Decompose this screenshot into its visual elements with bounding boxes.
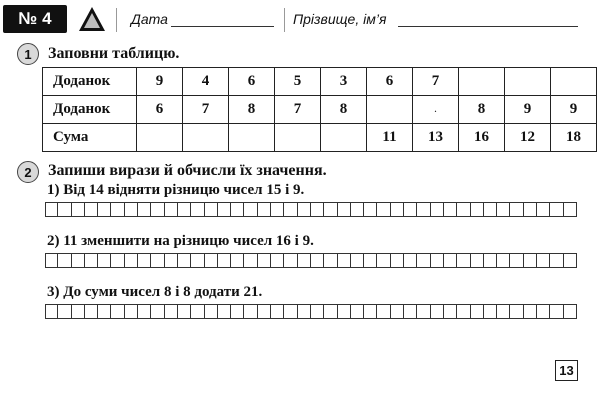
grid-cell[interactable] bbox=[564, 202, 577, 217]
grid-cell[interactable] bbox=[98, 304, 111, 319]
grid-cell[interactable] bbox=[45, 253, 58, 268]
grid-cell[interactable] bbox=[324, 304, 337, 319]
grid-cell[interactable] bbox=[444, 253, 457, 268]
grid-cell[interactable] bbox=[417, 202, 430, 217]
grid-cell[interactable] bbox=[524, 304, 537, 319]
grid-cell[interactable] bbox=[391, 253, 404, 268]
grid-cell[interactable] bbox=[58, 304, 71, 319]
grid-cell[interactable] bbox=[431, 202, 444, 217]
grid-cell[interactable] bbox=[524, 202, 537, 217]
grid-cell[interactable] bbox=[244, 253, 257, 268]
blank-cell[interactable] bbox=[459, 68, 505, 96]
row-label: Доданок bbox=[43, 68, 137, 96]
table-cell: 12 bbox=[505, 124, 551, 152]
grid-cell[interactable] bbox=[191, 202, 204, 217]
table-cell: 8 bbox=[321, 96, 367, 124]
table-cell: 9 bbox=[505, 96, 551, 124]
blank-cell[interactable] bbox=[551, 68, 597, 96]
task-1-title: Заповни таблицю. bbox=[48, 45, 180, 62]
grid-cell[interactable] bbox=[550, 202, 563, 217]
grid-cell[interactable] bbox=[484, 202, 497, 217]
grid-cell[interactable] bbox=[444, 304, 457, 319]
grid-cell[interactable] bbox=[258, 253, 271, 268]
grid-cell[interactable] bbox=[271, 202, 284, 217]
grid-cell[interactable] bbox=[218, 304, 231, 319]
grid-cell[interactable] bbox=[564, 253, 577, 268]
answer-grid-3[interactable] bbox=[45, 304, 577, 319]
grid-cell[interactable] bbox=[364, 304, 377, 319]
grid-cell[interactable] bbox=[311, 202, 324, 217]
grid-cell[interactable] bbox=[125, 304, 138, 319]
grid-cell[interactable] bbox=[98, 253, 111, 268]
grid-cell[interactable] bbox=[377, 253, 390, 268]
grid-cell[interactable] bbox=[191, 304, 204, 319]
row-label: Сума bbox=[43, 124, 137, 152]
grid-cell[interactable] bbox=[165, 253, 178, 268]
table-cell: 3 bbox=[321, 68, 367, 96]
grid-cell[interactable] bbox=[298, 304, 311, 319]
grid-cell[interactable] bbox=[404, 253, 417, 268]
grid-cell[interactable] bbox=[244, 304, 257, 319]
grid-cell[interactable] bbox=[205, 304, 218, 319]
grid-cell[interactable] bbox=[564, 304, 577, 319]
date-label: Дата bbox=[131, 11, 168, 27]
table-cell: 9 bbox=[137, 68, 183, 96]
task-2-item-3: 3) До суми чисел 8 і 8 додати 21. bbox=[47, 284, 263, 300]
grid-cell[interactable] bbox=[258, 304, 271, 319]
grid-cell[interactable] bbox=[351, 202, 364, 217]
grid-cell[interactable] bbox=[391, 202, 404, 217]
grid-cell[interactable] bbox=[497, 304, 510, 319]
blank-cell[interactable] bbox=[505, 68, 551, 96]
table-cell: 8 bbox=[459, 96, 505, 124]
table-cell: 18 bbox=[551, 124, 597, 152]
grid-cell[interactable] bbox=[218, 202, 231, 217]
grid-cell[interactable] bbox=[431, 304, 444, 319]
grid-cell[interactable] bbox=[457, 202, 470, 217]
grid-cell[interactable] bbox=[138, 202, 151, 217]
grid-cell[interactable] bbox=[271, 253, 284, 268]
grid-cell[interactable] bbox=[85, 202, 98, 217]
grid-cell[interactable] bbox=[231, 202, 244, 217]
grid-cell[interactable] bbox=[324, 253, 337, 268]
grid-cell[interactable] bbox=[351, 253, 364, 268]
grid-cell[interactable] bbox=[178, 253, 191, 268]
grid-cell[interactable] bbox=[377, 202, 390, 217]
grid-cell[interactable] bbox=[550, 304, 563, 319]
grid-cell[interactable] bbox=[311, 253, 324, 268]
grid-cell[interactable] bbox=[404, 304, 417, 319]
header-divider bbox=[116, 8, 117, 32]
grid-cell[interactable] bbox=[72, 253, 85, 268]
blank-cell[interactable] bbox=[137, 124, 183, 152]
grid-cell[interactable] bbox=[244, 202, 257, 217]
grid-cell[interactable] bbox=[98, 202, 111, 217]
grid-cell[interactable] bbox=[391, 304, 404, 319]
grid-cell[interactable] bbox=[284, 202, 297, 217]
grid-cell[interactable] bbox=[45, 304, 58, 319]
grid-cell[interactable] bbox=[524, 253, 537, 268]
grid-cell[interactable] bbox=[550, 253, 563, 268]
grid-cell[interactable] bbox=[151, 253, 164, 268]
grid-cell[interactable] bbox=[537, 253, 550, 268]
grid-cell[interactable] bbox=[471, 253, 484, 268]
table-row bbox=[43, 96, 597, 124]
page-number: 13 bbox=[555, 360, 578, 381]
grid-cell[interactable] bbox=[510, 304, 523, 319]
grid-cell[interactable] bbox=[298, 202, 311, 217]
grid-cell[interactable] bbox=[111, 202, 124, 217]
task-2-number: 2 bbox=[17, 161, 39, 183]
table-row bbox=[43, 124, 597, 152]
grid-cell[interactable] bbox=[284, 304, 297, 319]
grid-cell[interactable] bbox=[484, 253, 497, 268]
grid-cell[interactable] bbox=[258, 202, 271, 217]
grid-cell[interactable] bbox=[510, 253, 523, 268]
grid-cell[interactable] bbox=[497, 253, 510, 268]
grid-cell[interactable] bbox=[484, 304, 497, 319]
answer-grid-1[interactable] bbox=[45, 202, 577, 217]
table-cell: 7 bbox=[183, 96, 229, 124]
grid-cell[interactable] bbox=[417, 253, 430, 268]
grid-cell[interactable] bbox=[205, 202, 218, 217]
grid-cell[interactable] bbox=[151, 202, 164, 217]
blank-cell[interactable] bbox=[275, 124, 321, 152]
task-1-number: 1 bbox=[17, 43, 39, 65]
worksheet-header bbox=[0, 0, 600, 40]
table-cell: 6 bbox=[229, 68, 275, 96]
table-cell: 7 bbox=[275, 96, 321, 124]
grid-cell[interactable] bbox=[205, 253, 218, 268]
grid-cell[interactable] bbox=[364, 202, 377, 217]
grid-cell[interactable] bbox=[58, 202, 71, 217]
table-cell: 8 bbox=[229, 96, 275, 124]
grid-cell[interactable] bbox=[338, 253, 351, 268]
table-cell: 16 bbox=[459, 124, 505, 152]
task-2-item-2: 2) 11 зменшити на різницю чисел 16 і 9. bbox=[47, 233, 314, 249]
grid-cell[interactable] bbox=[457, 304, 470, 319]
header-divider bbox=[284, 8, 285, 32]
blank-cell[interactable] bbox=[321, 124, 367, 152]
grid-cell[interactable] bbox=[231, 304, 244, 319]
grid-cell[interactable] bbox=[271, 304, 284, 319]
grid-cell[interactable] bbox=[431, 253, 444, 268]
grid-cell[interactable] bbox=[351, 304, 364, 319]
grid-cell[interactable] bbox=[191, 253, 204, 268]
grid-cell[interactable] bbox=[125, 253, 138, 268]
grid-cell[interactable] bbox=[125, 202, 138, 217]
answer-grid-2[interactable] bbox=[45, 253, 577, 268]
date-field[interactable] bbox=[171, 26, 274, 27]
grid-cell[interactable] bbox=[457, 253, 470, 268]
grid-cell[interactable] bbox=[338, 304, 351, 319]
table-cell: 7 bbox=[413, 68, 459, 96]
grid-cell[interactable] bbox=[338, 202, 351, 217]
grid-cell[interactable] bbox=[284, 253, 297, 268]
grid-cell[interactable] bbox=[85, 304, 98, 319]
table-cell: 9 bbox=[551, 96, 597, 124]
triangle-icon bbox=[77, 4, 107, 34]
name-field[interactable] bbox=[398, 26, 578, 27]
blank-cell[interactable] bbox=[183, 124, 229, 152]
grid-cell[interactable] bbox=[537, 202, 550, 217]
grid-cell[interactable] bbox=[45, 202, 58, 217]
grid-cell[interactable] bbox=[417, 304, 430, 319]
grid-cell[interactable] bbox=[138, 304, 151, 319]
table-row bbox=[43, 68, 597, 96]
grid-cell[interactable] bbox=[311, 304, 324, 319]
grid-cell[interactable] bbox=[404, 202, 417, 217]
row-label: Доданок bbox=[43, 96, 137, 124]
table-cell: 6 bbox=[367, 68, 413, 96]
blank-cell[interactable] bbox=[229, 124, 275, 152]
grid-cell[interactable] bbox=[111, 253, 124, 268]
grid-cell[interactable] bbox=[510, 202, 523, 217]
task-number-badge: № 4 bbox=[3, 5, 67, 33]
grid-cell[interactable] bbox=[178, 304, 191, 319]
grid-cell[interactable] bbox=[471, 202, 484, 217]
table-cell: 13 bbox=[413, 124, 459, 152]
grid-cell[interactable] bbox=[364, 253, 377, 268]
table-cell: . bbox=[413, 96, 459, 124]
task-2-item-1: 1) Від 14 відняти різницю чисел 15 і 9. bbox=[47, 182, 305, 198]
grid-cell[interactable] bbox=[497, 202, 510, 217]
addition-table bbox=[42, 67, 597, 152]
grid-cell[interactable] bbox=[85, 253, 98, 268]
table-cell: 5 bbox=[275, 68, 321, 96]
grid-cell[interactable] bbox=[111, 304, 124, 319]
grid-cell[interactable] bbox=[298, 253, 311, 268]
grid-cell[interactable] bbox=[471, 304, 484, 319]
grid-cell[interactable] bbox=[72, 304, 85, 319]
table-cell: 6 bbox=[137, 96, 183, 124]
grid-cell[interactable] bbox=[151, 304, 164, 319]
grid-cell[interactable] bbox=[178, 202, 191, 217]
task-2-title: Запиши вирази й обчисли їх значення. bbox=[48, 162, 327, 179]
blank-cell[interactable] bbox=[367, 96, 413, 124]
grid-cell[interactable] bbox=[231, 253, 244, 268]
grid-cell[interactable] bbox=[377, 304, 390, 319]
table-cell: 4 bbox=[183, 68, 229, 96]
grid-cell[interactable] bbox=[165, 202, 178, 217]
grid-cell[interactable] bbox=[444, 202, 457, 217]
grid-cell[interactable] bbox=[165, 304, 178, 319]
grid-cell[interactable] bbox=[138, 253, 151, 268]
grid-cell[interactable] bbox=[58, 253, 71, 268]
grid-cell[interactable] bbox=[537, 304, 550, 319]
grid-cell[interactable] bbox=[72, 202, 85, 217]
name-label: Прізвище, ім’я bbox=[293, 11, 387, 27]
grid-cell[interactable] bbox=[218, 253, 231, 268]
grid-cell[interactable] bbox=[324, 202, 337, 217]
table-cell: 11 bbox=[367, 124, 413, 152]
